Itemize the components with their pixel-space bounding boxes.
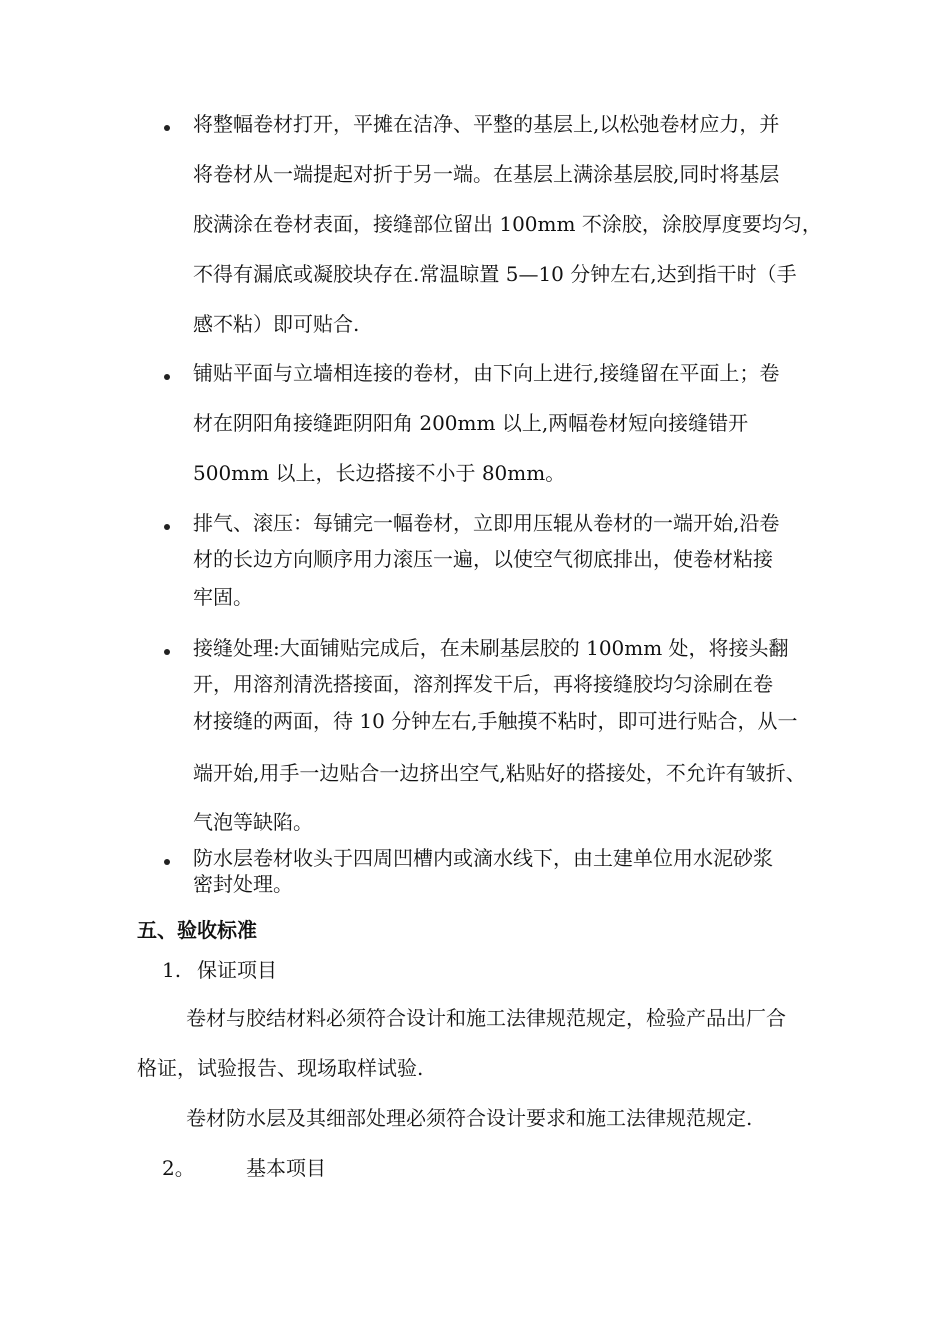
bullet-1-line-3: 胶满涂在卷材表面，接缝部位留出 100mm 不涂胶，涂胶厚度要均匀， — [193, 212, 822, 236]
bullet-3-line-3: 牢固。 — [193, 585, 253, 609]
bullet-marker — [164, 859, 170, 865]
paragraph-2: 卷材防水层及其细部处理必须符合设计要求和施工法律规范规定. — [186, 1106, 753, 1130]
bullet-5-line-2: 密封处理。 — [193, 872, 293, 896]
bullet-4-line-3: 材接缝的两面，待 10 分钟左右,手触摸不粘时，即可进行贴合，从一 — [193, 709, 798, 733]
bullet-3-line-2: 材的长边方向顺序用力滚压一遍，以使空气彻底排出，使卷材粘接 — [193, 547, 773, 571]
item-1-number: 1. — [162, 958, 182, 982]
bullet-1-line-5: 感不粘）即可贴合. — [193, 312, 360, 336]
section-heading: 五、验收标准 — [137, 918, 257, 942]
bullet-1-line-1: 将整幅卷材打开，平摊在洁净、平整的基层上,以松弛卷材应力，并 — [193, 112, 780, 136]
bullet-2-line-3: 500mm 以上，长边搭接不小于 80mm。 — [193, 461, 566, 485]
item-2-number: 2。 — [162, 1156, 195, 1180]
bullet-marker — [164, 374, 170, 380]
bullet-5-line-1: 防水层卷材收头于四周凹槽内或滴水线下，由土建单位用水泥砂浆 — [193, 846, 773, 870]
bullet-4-line-5: 气泡等缺陷。 — [193, 810, 313, 834]
bullet-4-line-4: 端开始,用手一边贴合一边挤出空气,粘贴好的搭接处，不允许有皱折、 — [193, 761, 806, 785]
bullet-4-line-2: 开，用溶剂清洗搭接面，溶剂挥发干后，再将接缝胶均匀涂刷在卷 — [193, 672, 773, 696]
bullet-1-line-4: 不得有漏底或凝胶块存在.常温晾置 5—10 分钟左右,达到指干时（手 — [193, 262, 797, 286]
paragraph-1-line-2: 格证，试验报告、现场取样试验. — [137, 1056, 424, 1080]
bullet-3-line-1: 排气、滚压：每铺完一幅卷材，立即用压辊从卷材的一端开始,沿卷 — [193, 511, 780, 535]
bullet-marker — [164, 524, 170, 530]
bullet-2-line-2: 材在阴阳角接缝距阴阳角 200mm 以上,两幅卷材短向接缝错开 — [193, 411, 749, 435]
bullet-marker — [164, 125, 170, 131]
bullet-marker — [164, 649, 170, 655]
bullet-1-line-2: 将卷材从一端提起对折于另一端。在基层上满涂基层胶,同时将基层 — [193, 162, 780, 186]
item-2-label: 基本项目 — [246, 1156, 326, 1180]
bullet-4-line-1: 接缝处理:大面铺贴完成后，在未刷基层胶的 100mm 处，将接头翻 — [193, 636, 789, 660]
item-1-label: 保证项目 — [197, 958, 277, 982]
paragraph-1-line-1: 卷材与胶结材料必须符合设计和施工法律规范规定，检验产品出厂合 — [186, 1006, 786, 1030]
bullet-2-line-1: 铺贴平面与立墙相连接的卷材，由下向上进行,接缝留在平面上；卷 — [193, 361, 780, 385]
